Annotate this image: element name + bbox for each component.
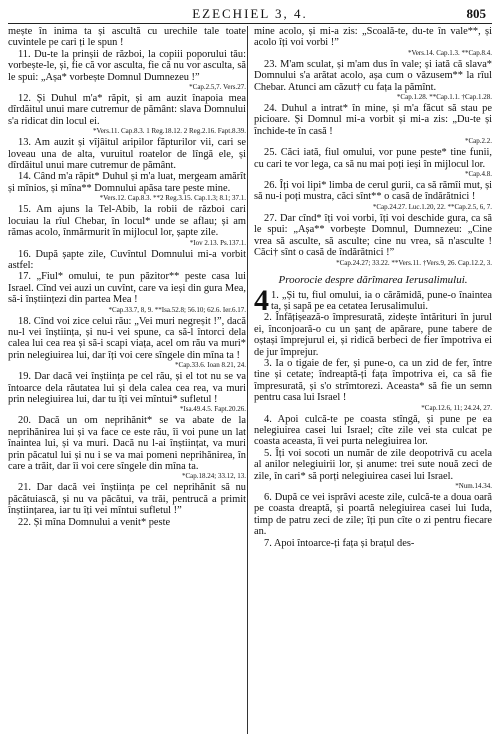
section-title: Proorocie despre dărîmarea Ierusalimului.: [278, 273, 468, 286]
cross-reference: *Cap.33.6. Ioan 8.21, 24.: [175, 361, 246, 370]
verse-text: 1. „Și tu, fiul omului, ia o cărămidă, pune-o înaintea ta, și sapă pe ea cetatea Ierusalimului.: [271, 289, 492, 312]
cross-reference: *Cap.24.27; 33.22. **Vers.11. †Vers.9, 26. Cap.12.2, 3.: [336, 258, 492, 267]
verse-paragraph: 22. Și mîna Domnului a venit* peste: [18, 516, 171, 528]
cross-reference: *Iov 2.13. Ps.137.1.: [189, 238, 246, 247]
verse-paragraph: 18. Cînd voi zice celui rău: „Vei muri negreșit !”, dacă nu-l vei înștiința, și nu-i vei spune, ca să-l întorci dela calea lui cea rea și să-i scapi viața, acel om rău va muri* prin nelegiuirea lui, dar îți voi cere sîngele din mîna ta !: [8, 315, 246, 361]
cross-reference: *Vers.12. Cap.8.3. **2 Reg.3.15. Cap.1.3; 8.1; 37.1.: [99, 194, 246, 203]
verse-paragraph: 24. Duhul a intrat* în mine, și m'a făcut să stau pe picioare. Și Domnul mi-a vorbit și mi-a zis: „Du-te și închide-te în casă !: [254, 103, 492, 137]
page-number: 805: [466, 6, 486, 21]
verse-paragraph: 14. Când m'a răpit* Duhul și m'a luat, mergeam amărît și mînios, și mîna** Domnului apăsa tare peste mine.: [8, 171, 246, 194]
verse-paragraph: 5. Îți voi socoti un număr de zile deopotrivă cu acela al anilor nelegiuirii lor, și anume: trei sute nouă zeci de zile, în cari* să porți nelegiuirea casei lui Israel.: [254, 447, 492, 482]
verse-paragraph: 27. Dar cînd* îți voi vorbi, îți voi deschide gura, ca să le spui: „Așa** vorbește Domnul, Dumnezeu: „Cine vrea să asculte, să asculte; cine nu vrea, să n'asculte ! Căci† sînt o casă de îndărătnici !”: [254, 212, 492, 259]
verse-paragraph: 26. Îți voi lipi* limba de cerul gurii, ca să rămîi mut, și să nu-i poți mustra, căci sînt** o casă de îndărătnici !: [254, 180, 492, 203]
cross-reference: *Cap.33.7, 8, 9. **Isa.52.8; 56.10; 62.6. Ier.6.17.: [108, 305, 246, 314]
page-header: [0, 6, 500, 24]
cross-reference: *Vers.14. Cap.1.3. **Cap.8.4.: [408, 48, 492, 57]
verse-paragraph: 19. Dar dacă vei înștiința pe cel rău, și el tot nu se va întoarce dela răutatea lui și dela calea cea rea, va muri prin nelegiuirea lui, dar tu îți vei mîntui* sufletul !: [8, 371, 246, 405]
cross-reference: *Cap.4.8.: [464, 170, 492, 179]
chapter-number: 4: [254, 283, 269, 317]
verse-paragraph: 3. Ia o tigaie de fer, și pune-o, ca un zid de fer, între tine și cetate; îndreaptă-ți fața împotriva ei, ca să fie împresurată, și s'o strîmtorezi. Aceasta* să fie un semn pentru casa lui Israel !: [254, 357, 492, 404]
verse-paragraph: [254, 283, 492, 317]
verse-paragraph: 6. După ce vei isprăvi aceste zile, culcă-te a doua oară pe coasta dreaptă, și poartă nelegiuirea casei lui Iuda, timp de patru zeci de zile; îți pun cîte o zi pentru fiecare an.: [254, 492, 492, 538]
cross-reference: *Num.14.34.: [455, 482, 492, 490]
cross-reference: *Cap.12.6, 11; 24.24, 27.: [421, 403, 492, 412]
cross-reference: *Cap.1.28. **Cap.1.1. †Cap.1.28.: [396, 93, 492, 102]
verse-paragraph: 11. Du-te la prinșii de război, la copiii poporului tău: vorbește-le, și, fie că vor asculta, fie că nu vor asculta, să le spui: „Așa* vorbește Domnul Dumnezeu !”: [8, 48, 246, 83]
verse-paragraph: 4. Apoi culcă-te pe coasta stîngă, și pune pe ea nelegiuirea casei lui Israel; cîte zile vei sta culcat pe coasta aceasta, îi vei purta nelegiuirea lor.: [254, 413, 492, 448]
column-divider: [247, 26, 248, 734]
verse-paragraph: 17. „Fiul* omului, te pun păzitor** peste casa lui Israel. Cînd vei auzi un cuvînt, care va ieși din gura Mea, să-i înștiințezi din partea Mea !: [8, 271, 246, 306]
cross-reference: *Isa.49.4.5. Fapt.20.26.: [179, 405, 246, 414]
verse-paragraph: 20. Dacă un om neprihănit* se va abate de la neprihănirea lui și va face ce este rău, îi voi pune un lat înaintea lui, și va muri. Dacă nu l-ai înștiințat, va muri prin păcatul lui și nu i se va mai pomeni neprihănirea, în care a trăit, dar îi voi cere sîngele din mîna ta.: [8, 415, 246, 472]
right-column: [254, 26, 492, 549]
verse-paragraph: 12. Și Duhul m'a* răpit, și am auzit înapoia mea dîrdăitul unui mare cutremur de pământ: slava Domnului s'a ridicat din locul ei.: [8, 93, 246, 127]
cross-reference: *Cap.18.24; 33.12, 13.: [182, 472, 246, 481]
verse-paragraph: mine acolo, și mi-a zis: „Scoală-te, du-te în vale**, și acolo îți voi vorbi !”: [254, 26, 492, 49]
verse-paragraph: 16. După șapte zile, Cuvîntul Domnului mi-a vorbit astfel:: [8, 248, 246, 271]
verse-paragraph: 13. Am auzit și vîjâitul aripilor făpturilor vii, cari se loveau una de alta, vuruitul roatelor de lîngă ele, și dîrdăitul unui mare cutremur de pământ.: [8, 137, 246, 172]
header-rule: [8, 23, 492, 24]
left-column: [8, 26, 246, 528]
verse-paragraph: 25. Căci iată, fiul omului, vor pune peste* tine funii, cu cari te vor lega, ca să nu mai poți ieși în mijlocul lor.: [254, 147, 492, 170]
verse-paragraph: mește în inima ta și ascultă cu urechile tale toate cuvintele pe cari ți le spun !: [8, 26, 246, 49]
cross-reference: *Cap.2.2.: [464, 137, 492, 146]
verse-paragraph: 7. Apoi întoarce-ți fața și brațul des-: [264, 537, 415, 549]
cross-reference: *Vers.11. Cap.8.3. 1 Reg.18.12. 2 Reg.2.16. Fapt.8.39.: [93, 127, 246, 136]
cross-reference: *Cap.2.5,7. Vers.27.: [189, 83, 246, 92]
cross-reference: *Cap.24.27. Luc.1.20, 22. **Cap.2.5, 6, 7.: [372, 202, 492, 211]
verse-paragraph: 21. Dar dacă vei înștiința pe cel neprihănit să nu păcătuiască, și nu va păcătui, va trăi, pentrucă a primit înștiințarea, iar tu îți vei mîntui sufletul !”: [8, 482, 246, 517]
running-title: EZECHIEL 3, 4.: [192, 6, 308, 21]
verse-paragraph: 2. Înfățișează-o împresurată, zidește întărituri în jurul ei, înconjoară-o cu un șanț de apărare, pune tabere de oștași împrejurul ei, și ridică berbeci de fier împotriva ei de jur împrejur.: [254, 312, 492, 358]
verse-paragraph: 15. Am ajuns la Tel-Abib, la robii de război cari locuiau la rîul Chebar, în locul* unde se aflau; și am rămas acolo, înmărmurit în mijlocul lor, șapte zile.: [8, 204, 246, 239]
verse-paragraph: 23. M'am sculat, și m'am dus în vale; și iată că slava* Domnului s'a arătat acolo, așa cum o văzusem** la rîul Chebar. Atunci am căzut† cu fața la pămînt.: [254, 58, 492, 93]
